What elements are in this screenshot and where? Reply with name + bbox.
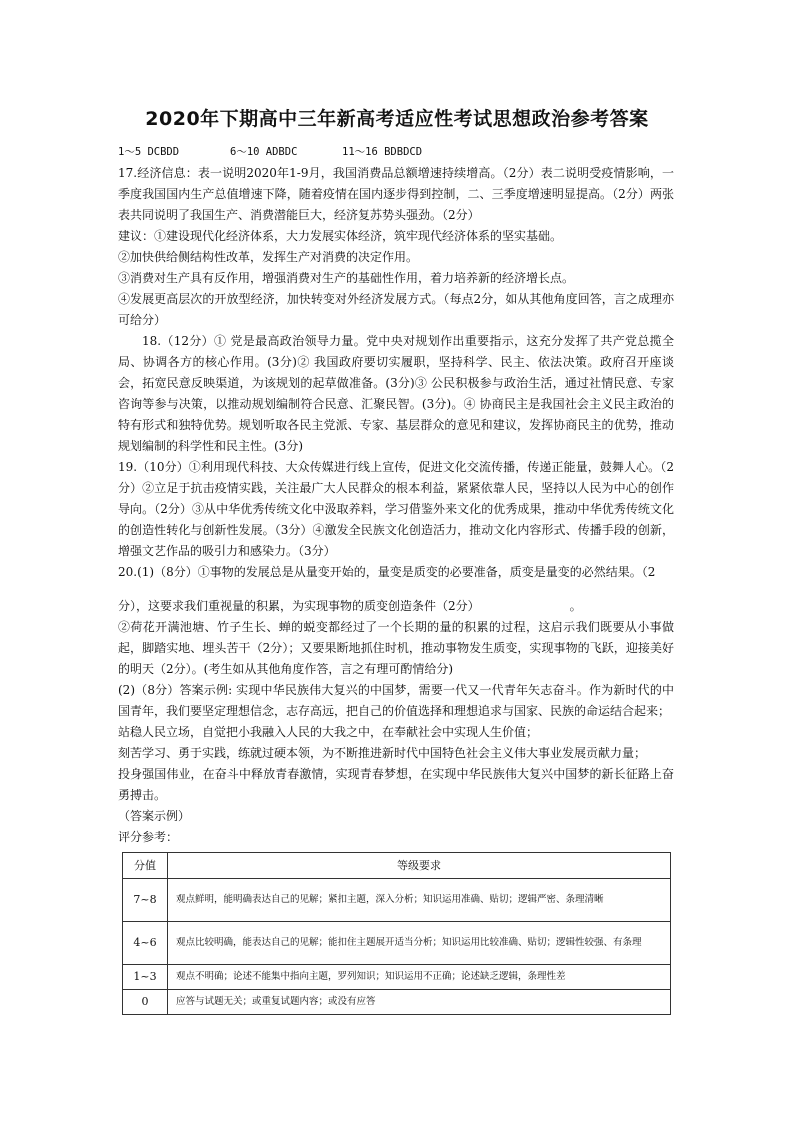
- q20-part1-line1: 20.(1)（8分）①事物的发展总是从量变开始的，量变是质变的必要准备，质变是量变的必然结果。（2: [118, 565, 656, 579]
- q20-part1-line2-dot: 。: [569, 599, 582, 613]
- q19-answer: 19.（10分）①利用现代科技、大众传媒进行线上宣传，促进文化交流传播，传递正能量，鼓舞人心。（2分）②立足于抗击疫情实践，关注最广大人民群众的根本利益，紧紧依靠人民，坚持以人民为中心的创作导向。（2分）③从中华优秀传统文化中汲取养料，学习借鉴外来文化的优秀成果，推动中华优秀传统文化的创造性转化与创新性发展。（3分）④激发全民族文化创造活力，推动文化内容形式、传播手段的创新，增强文艺作品的吸引力和感染力。（3分）: [118, 460, 674, 558]
- table-row: [123, 879, 671, 922]
- q20-part2-answer: (2)（8分）答案示例: 实现中华民族伟大复兴的中国梦，需要一代又一代青年矢志奋斗。作为新时代的中国青年，我们要坚定理想信念，志存高远，把自己的价值选择和理想追求与国家、民族的命运结合起来；: [118, 683, 674, 718]
- q17-suggestion-4: ④发展更高层次的开放型经济，加快转变对外经济发展方式。（每点2分，如从其他角度回答，言之成理亦可给分）: [118, 292, 674, 327]
- mc-answers-11-16: 11～16 BDBDCD: [342, 146, 423, 158]
- table-header-row: [123, 853, 671, 879]
- table-row: [123, 990, 671, 1015]
- q20-part2-point3: 刻苦学习、勇于实践，练就过硬本领，为不断推进新时代中国特色社会主义伟大事业发展贡献力量；: [118, 746, 647, 760]
- row-desc: 应答与试题无关；或重复试题内容；或没有应答: [168, 990, 671, 1015]
- mc-answers-6-10: 6～10 ADBDC: [230, 146, 298, 158]
- q17-suggestion-1: 建议：①建设现代化经济体系，大力发展实体经济，筑牢现代经济体系的坚实基础。: [118, 229, 563, 243]
- multiple-choice-answers: [118, 142, 674, 163]
- row-desc: 观点鲜明，能明确表达自己的见解；紧扣主题，深入分析；知识运用准确、贴切；逻辑严密、条理清晰: [168, 879, 671, 922]
- row-score: 1~3: [123, 965, 168, 990]
- page-title: 2020年下期高中三年新高考适应性考试思想政治参考答案: [145, 108, 649, 130]
- header-requirement: 等级要求: [168, 853, 671, 879]
- spacer: [118, 583, 674, 596]
- header-score: 分值: [123, 853, 168, 879]
- q17-suggestion-2: ②加快供给侧结构性改革，发挥生产对消费的决定作用。: [118, 250, 419, 264]
- q20-part1-point2: ②荷花开满池塘、竹子生长、蝉的蜕变都经过了一个长期的量的积累的过程，这启示我们既要从小事做起，脚踏实地、埋头苦干（2分）；又要果断地抓住时机，推动事物发生质变，实现事物的飞跃，迎接美好的明天（2分）。(考生如从其他角度作答，言之有理可酌情给分): [118, 620, 674, 676]
- q18-answer: 18.（12分）① 党是最高政治领导力量。党中央对规划作出重要指示，这充分发挥了共产党总揽全局、协调各方的核心作用。(3分)② 我国政府要切实履职，坚持科学、民主、依法决策。政府召开座谈会，拓宽民意反映渠道，为该规划的起草做准备。(3分)③ 公民积极参与政治生活，通过社情民意、专家咨询等参与决策，以推动规划编制符合民意、汇聚民智。(3分)。④ 协商民主是我国社会主义民主政治的特有形式和独特优势。规划听取各民主党派、专家、基层群众的意见和建议，发挥协商民主的优势，推动规划编制的科学性和民主性。(3分): [118, 334, 674, 453]
- row-score: 7~8: [123, 879, 168, 922]
- table-row: [123, 922, 671, 965]
- q17-suggestion-3: ③消费对生产具有反作用，增强消费对生产的基础性作用，着力培养新的经济增长点。: [118, 271, 575, 285]
- scoring-table: [122, 852, 671, 1015]
- q20-part2-point2: 站稳人民立场，自觉把小我融入人民的大我之中，在奉献社会中实现人生价值；: [118, 725, 539, 739]
- table-row: [123, 965, 671, 990]
- row-desc: 观点不明确；论述不能集中指向主题，罗列知识；知识运用不正确；论述缺乏逻辑，条理性差: [168, 965, 671, 990]
- q20-answer-example-note: （答案示例）: [118, 809, 191, 823]
- q20-part2-point4: 投身强国伟业，在奋斗中释放青春激情，实现青春梦想，在实现中华民族伟大复兴中国梦的新长征路上奋勇搏击。: [118, 767, 674, 802]
- row-desc: 观点比较明确，能表达自己的见解；能扣住主题展开适当分析；知识运用比较准确、贴切；逻辑性较强、有条理: [168, 922, 671, 965]
- q17-economic-info: 17.经济信息：表一说明2020年1-9月，我国消费品总额增速持续增高。（2分）表二说明受疫情影响，一季度我国国内生产总值增速下降，随着疫情在国内逐步得到控制，二、三季度增速明显提高。（2分）两张表共同说明了我国生产、消费潜能巨大，经济复苏势头强劲。（2分）: [118, 166, 674, 222]
- row-score: 0: [123, 990, 168, 1015]
- answer-content: [118, 142, 674, 848]
- q20-part1-line2-text: 分），这要求我们重视量的积累，为实现事物的质变创造条件（2分）: [118, 599, 480, 613]
- scoring-reference-label: 评分参考：: [118, 830, 179, 844]
- q20-part1-line2: [118, 596, 674, 617]
- mc-answers-1-5: 1～5 DCBDD: [118, 146, 180, 158]
- row-score: 4~6: [123, 922, 168, 965]
